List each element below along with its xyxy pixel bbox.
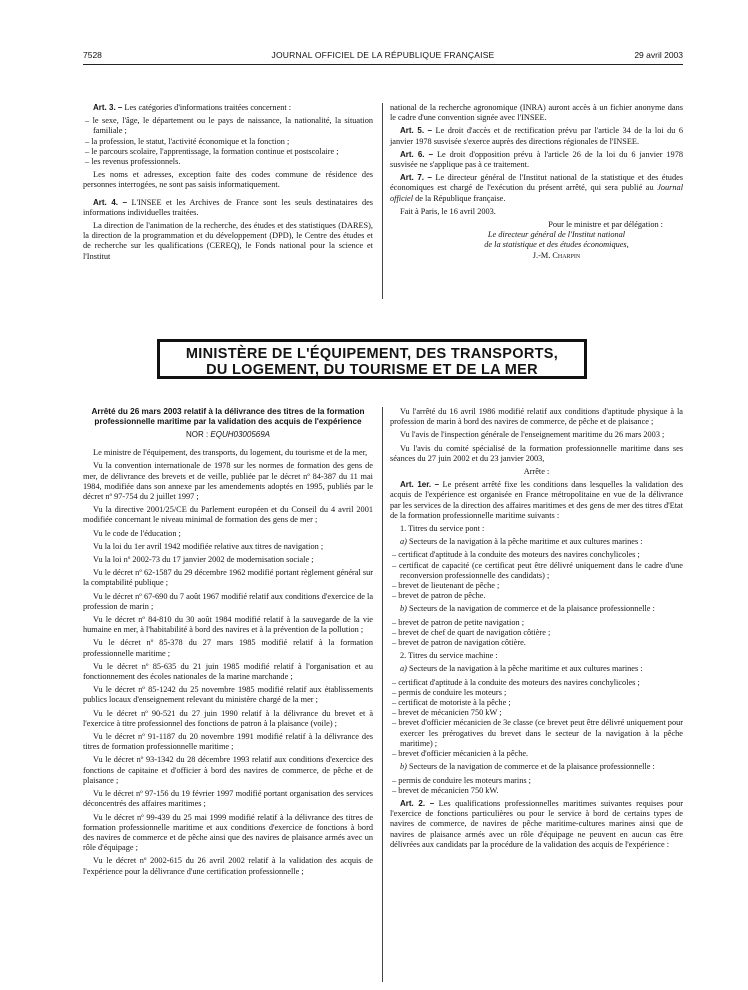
- preamble-paragraph: Vu la loi nº 2002-73 du 17 janvier 2002 de modernisation sociale ;: [93, 555, 314, 565]
- article-7-label: Art. 7. –: [400, 173, 432, 183]
- list-item: – les revenus professionnels.: [83, 157, 373, 167]
- list-item: – certificat de capacité (ce certificat peut être délivré uniquement dans le cadre d'une reconversion professionnelle des candidats) ;: [390, 561, 683, 581]
- preamble-paragraph: Vu le décret nº 62-1587 du 29 décembre 1962 modifié portant règlement général sur la comptabilité publique ;: [83, 568, 373, 588]
- article-3: Art. 3. – Les catégories d'informations traitées concernent :: [93, 103, 292, 112]
- section-1-heading: 1. Titres du service pont :: [400, 524, 485, 534]
- nor-reference: NOR : EQUH0300569A: [185, 430, 271, 439]
- section-1b: b) Secteurs de la navigation de commerce et de la plaisance professionnelle :: [400, 604, 655, 614]
- list-item: – certificat de motoriste à la pêche ;: [390, 698, 683, 708]
- preamble-paragraph: Vu le décret nº 85-378 du 27 mars 1985 modifié relatif à la formation professionnelle maritime ;: [83, 638, 373, 658]
- signer-title-line-2: de la statistique et des études économiques,: [484, 240, 629, 250]
- preamble-paragraph: Vu l'arrêté du 16 avril 1986 modifié relatif aux conditions d'aptitude physique à la profession de marin à bord des navires de commerce, de pêche et de plaisance ;: [390, 407, 683, 427]
- decree-title: Arrêté du 26 mars 2003 relatif à la délivrance des titres de la formation professionnelle maritime par la validation des acquis de l'expérience: [91, 407, 365, 426]
- column-divider: [382, 103, 383, 299]
- preamble-paragraph: Vu la loi du 1er avril 1942 modifiée relative aux titres de navigation ;: [93, 541, 324, 551]
- article-5-label: Art. 5. –: [400, 126, 433, 136]
- section-2a: a) Secteurs de la navigation à la pêche maritime et aux cultures marines :: [400, 664, 643, 674]
- article-1-label: Art. 1er. –: [400, 480, 440, 490]
- article-3-list: [83, 116, 373, 167]
- list-item: – la profession, le statut, l'activité économique et la fonction ;: [83, 137, 373, 147]
- continuation-paragraph: national de la recherche agronomique (INRA) auront accès à un fichier anonyme dans le cadre d'une convention signée avec l'INSEE.: [390, 103, 683, 123]
- preamble-paragraph: Vu le décret nº 84-810 du 30 août 1984 modifié relatif à la sauvegarde de la vie humaine en mer, à l'habitabilité à bord des navires et à la prévention de la pollution ;: [83, 615, 373, 635]
- bottom-right-column: [390, 407, 683, 853]
- top-left-column: [83, 103, 373, 265]
- article-6-label: Art. 6. –: [400, 149, 434, 159]
- section-1a-list: [390, 550, 683, 601]
- column-divider: [382, 407, 383, 982]
- article-4-paragraph-2: La direction de l'animation de la recherche, des études et des statistiques (DARES), la direction de la programmation et du développement (DPD), le Centre des études et de recherche sur les qualifications (CEREQ), le Fonds national pour la science et l'Institut: [83, 221, 373, 261]
- bottom-left-column: [83, 407, 373, 880]
- section-2a-list: [390, 678, 683, 760]
- top-right-column: [390, 103, 683, 264]
- list-item: – brevet de patron de navigation côtière.: [390, 638, 683, 648]
- list-item: – certificat d'aptitude à la conduite des moteurs des navires conchylicoles ;: [390, 678, 683, 688]
- article-4: Art. 4. – L'INSEE et les Archives de France sont les seuls destinataires des informations individuelles traitées.: [83, 197, 374, 217]
- list-item: – brevet de mécanicien 750 kW.: [390, 786, 683, 796]
- list-item: – permis de conduire les moteurs marins ;: [390, 776, 683, 786]
- preamble-paragraph: Vu le décret nº 90-521 du 27 juin 1990 relatif à la délivrance du brevet et à l'exercice à titre professionnel des fonctions de patron à la plaisance (voile) ;: [83, 708, 373, 728]
- list-item: – permis de conduire les moteurs ;: [390, 688, 683, 698]
- list-item: – brevet de patron de pêche.: [390, 591, 683, 601]
- preamble-paragraph: Vu le code de l'éducation ;: [93, 528, 181, 538]
- section-2b: b) Secteurs de la navigation de commerce et de la plaisance professionnelle :: [400, 762, 655, 772]
- list-item: – brevet de patron de petite navigation ;: [390, 618, 683, 628]
- list-item: – brevet de mécanicien 750 kW ;: [390, 708, 683, 718]
- list-item: – le parcours scolaire, l'apprentissage, la formation continue et postscolaire ;: [83, 147, 373, 157]
- article-2-label: Art. 2. –: [400, 798, 435, 808]
- running-header: [83, 50, 683, 64]
- preamble-paragraph: Vu la directive 2001/25/CE du Parlement européen et du Conseil du 4 avril 2001 modifiée concernant le niveau minimal de formation des gens de mer ;: [83, 505, 373, 525]
- section-1b-list: [390, 618, 683, 649]
- page-number: 7528: [83, 50, 102, 60]
- section-2b-list: [390, 776, 683, 796]
- delegation-line: Pour le ministre et par délégation :: [548, 220, 663, 230]
- article-6: Art. 6. – Le droit d'opposition prévu à l'article 26 de la loi du 6 janvier 1978 susvisée ne s'applique pas à ce traitement.: [390, 149, 684, 170]
- article-1: Art. 1er. – Le présent arrêté fixe les conditions dans lesquelles la validation des acquis de l'expérience est organisée en France métropolitaine en vue de la délivrance par les services de la direction des affaires maritimes et des gens de mer des titres d'Etat de la formation professionnelle maritime suivants :: [390, 480, 683, 520]
- list-item: – brevet d'officier mécanicien à la pêche.: [390, 749, 683, 759]
- nor-code: EQUH0300569A: [210, 430, 271, 439]
- list-item: – brevet de chef de quart de navigation côtière ;: [390, 628, 683, 638]
- ministry-line-1: MINISTÈRE DE L'ÉQUIPEMENT, DES TRANSPORTS,: [185, 346, 559, 362]
- list-item: – brevet d'officier mécanicien de 3e classe (ce brevet peut être délivré uniquement pour exercer les prérogatives du brevet dans le secteur de la navigation à la pêche maritime) ;: [390, 718, 683, 749]
- preamble-paragraph: Vu le décret nº 67-690 du 7 août 1967 modifié relatif aux conditions d'exercice de la profession de marin ;: [83, 591, 373, 611]
- header-rule: [83, 64, 683, 65]
- signature-date: Fait à Paris, le 16 avril 2003.: [400, 206, 496, 216]
- preamble-paragraph: Vu l'avis de l'inspection générale de l'enseignement maritime du 26 mars 2003 ;: [400, 430, 665, 440]
- ministry-heading-box: [157, 339, 587, 379]
- article-7: Art. 7. – Le directeur général de l'Institut national de la statistique et des études économiques est chargé de l'exécution du présent arrêté, qui sera publié au Journal officiel de la République française.: [390, 173, 684, 203]
- arrete-heading: Arrête :: [523, 467, 550, 477]
- preamble-paragraph: Vu le décret nº 2002-615 du 26 avril 2002 relatif à la validation des acquis de l'expérience pour la délivrance d'une certification professionnelle ;: [83, 856, 373, 876]
- preamble-paragraph: Vu la convention internationale de 1978 sur les normes de formation des gens de mer, de délivrance des brevets et de veille, publiée par le décret nº 84-387 du 11 mai 1984, modifiée dans son annexe par les amendements adoptés en 1995, publiés par le décret nº 97-754 du 2 juillet 1997 ;: [83, 461, 373, 502]
- article-3-label: Art. 3. –: [93, 103, 123, 112]
- list-item: – certificat d'aptitude à la conduite des moteurs des navires conchylicoles ;: [390, 550, 683, 560]
- list-item: – le sexe, l'âge, le département ou le pays de naissance, la nationalité, la situation familiale ;: [83, 116, 373, 136]
- article-5: Art. 5. – Le droit d'accès et de rectification prévu par l'article 34 de la loi du 6 janvier 1978 susvisée s'exerce auprès des directions régionales de l'INSEE.: [390, 126, 684, 146]
- preamble-paragraph: Vu le décret nº 93-1342 du 28 décembre 1993 relatif aux conditions d'exercice des fonctions de capitaine et d'officier à bord des navires de commerce, de pêche et de plaisance ;: [83, 755, 373, 785]
- preamble-paragraph: Vu l'avis du comité spécialisé de la formation professionnelle maritime dans ses séances du 27 juin 2002 et du 23 janvier 2003,: [390, 443, 683, 463]
- signer-name: J.-M. Charpin: [532, 250, 581, 260]
- article-3-end: Les noms et adresses, exception faite des codes commune de résidence des personnes interrogées, ne sont pas saisis informatiquement.: [83, 170, 373, 190]
- preamble-paragraph: Vu le décret nº 85-1242 du 25 novembre 1985 modifié relatif aux établissements publics locaux d'enseignement relevant du ministère chargé de la mer ;: [83, 685, 373, 705]
- preamble-paragraph: Vu le décret nº 99-439 du 25 mai 1999 modifié relatif à la délivrance des titres de formation professionnelle maritime et aux conditions d'exercice de fonctions à bord des navires de commerce et de pêche ainsi que des navires de plaisance armés avec un rôle d'équipage ;: [83, 812, 373, 853]
- list-item: – brevet de lieutenant de pêche ;: [390, 581, 683, 591]
- signer-title-line-1: Le directeur général de l'Institut national: [487, 230, 626, 240]
- preamble-paragraph: Vu le décret nº 85-635 du 21 juin 1985 modifié relatif à l'organisation et au fonctionnement des écoles nationales de la marine marchande ;: [83, 661, 373, 682]
- section-2-heading: 2. Titres du service machine :: [400, 651, 498, 661]
- article-4-label: Art. 4. –: [93, 197, 128, 207]
- ministry-line-2: DU LOGEMENT, DU TOURISME ET DE LA MER: [206, 362, 538, 378]
- journal-title: JOURNAL OFFICIEL DE LA RÉPUBLIQUE FRANÇAISE: [271, 50, 495, 60]
- preamble-paragraph: Vu le décret nº 91-1187 du 20 novembre 1991 modifié relatif à la délivrance des titres de formation professionnelle maritime ;: [83, 732, 373, 752]
- preamble-paragraph: Le ministre de l'équipement, des transports, du logement, du tourisme et de la mer,: [93, 448, 368, 458]
- preamble-paragraph: Vu le décret nº 97-156 du 19 février 1997 modifié portant organisation des services déconcentrés des affaires maritimes ;: [83, 789, 373, 809]
- issue-date: 29 avril 2003: [634, 50, 683, 60]
- article-2: Art. 2. – Les qualifications professionnelles maritimes suivantes requises pour l'exercice de fonctions particulières ou pour le service à bord de certains types de navires de commerce, de navires de pêche maritime-cultures marines ainsi que de navires de plaisance armés avec un rôle d'équipage ne peuvent en aucun cas être délivrées aux candidats par la procédure de la validation des acquis de l'expérience :: [390, 798, 684, 849]
- section-1a: a) Secteurs de la navigation à la pêche maritime et aux cultures marines :: [400, 537, 643, 547]
